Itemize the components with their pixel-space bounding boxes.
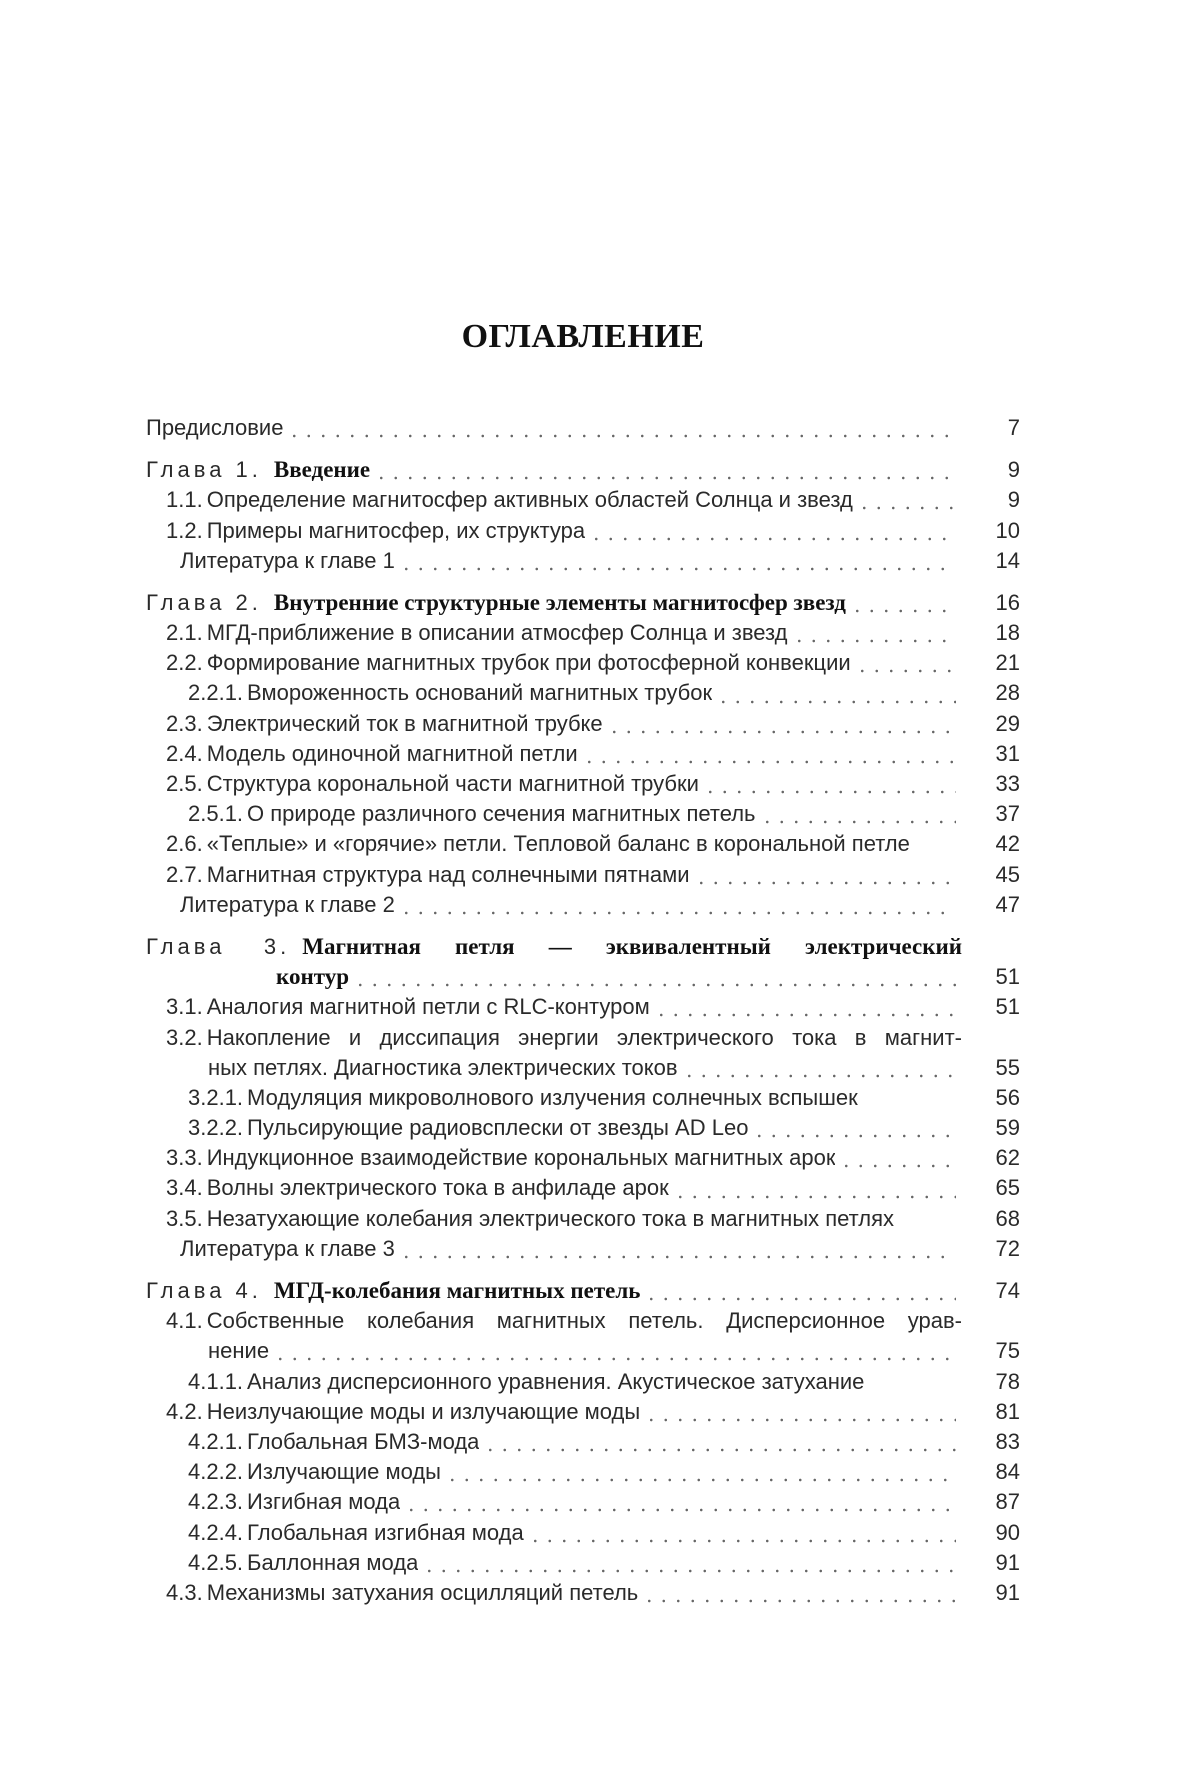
toc-entry[interactable] <box>146 648 1020 678</box>
section-title: Баллонная мода <box>247 1549 419 1575</box>
section-title: Пульсирующие радиовсплески от звезды AD Leo <box>247 1115 749 1141</box>
section-number: 2.2.1. <box>188 680 244 706</box>
toc-entry[interactable] <box>146 1174 1020 1204</box>
page-number: 28 <box>995 680 1020 706</box>
entry-text <box>188 1457 441 1487</box>
dot-leader <box>850 588 956 618</box>
dot-leader <box>642 1578 956 1608</box>
toc-entry[interactable] <box>146 890 1020 920</box>
toc-entry[interactable] <box>146 1457 1020 1487</box>
entry-text <box>188 799 756 829</box>
page-number: 83 <box>995 1428 1020 1454</box>
toc-entry[interactable] <box>146 769 1020 799</box>
dot-leader <box>353 962 956 992</box>
entry-text <box>166 485 853 515</box>
page-number: 87 <box>995 1489 1020 1515</box>
entry-text <box>146 932 962 962</box>
dot-leader <box>694 860 956 890</box>
toc-entry[interactable] <box>146 709 1020 739</box>
toc-entry[interactable] <box>146 485 1020 515</box>
section-number: 1.2. <box>166 517 203 543</box>
page-number: 91 <box>995 1549 1020 1575</box>
section-number: 4.2.3. <box>188 1489 244 1515</box>
section-title: Структура корональной части магнитной трубки <box>206 771 699 797</box>
page-number: 33 <box>995 771 1020 797</box>
section-number: 2.1. <box>166 620 203 646</box>
section-title: Изгибная мода <box>247 1489 401 1515</box>
toc-entry[interactable] <box>146 860 1020 890</box>
section-title: О природе различного сечения магнитных петель <box>247 801 756 827</box>
dot-leader <box>374 455 956 485</box>
page-number: 18 <box>995 620 1020 646</box>
dot-leader <box>399 1234 956 1264</box>
dot-leader <box>644 1397 956 1427</box>
section-number: 2.5. <box>166 771 203 797</box>
section-title: Литература к главе 3 <box>180 1235 395 1261</box>
dot-leader <box>445 1457 956 1487</box>
toc-entry[interactable] <box>146 1518 1020 1548</box>
dot-leader <box>703 769 956 799</box>
section-number: 4.1. <box>166 1308 203 1334</box>
page-number: 65 <box>995 1175 1020 1201</box>
dot-leader <box>839 1143 956 1173</box>
entry-text <box>180 890 395 920</box>
dot-leader <box>607 709 956 739</box>
section-title: Незатухающие колебания электрического тока в магнитных петлях <box>206 1205 895 1231</box>
entry-text <box>166 860 690 890</box>
section-title: Излучающие моды <box>247 1459 441 1485</box>
dot-leader <box>760 799 957 829</box>
entry-text <box>146 413 283 443</box>
toc-entry[interactable] <box>146 1234 1020 1264</box>
entry-text <box>166 1578 638 1608</box>
section-number: 3.4. <box>166 1175 203 1201</box>
dot-leader <box>644 1276 956 1306</box>
toc-entry[interactable] <box>146 1487 1020 1517</box>
dot-leader <box>857 485 956 515</box>
section-number: 4.2. <box>166 1398 203 1424</box>
entry-text <box>166 709 603 739</box>
page-number: 10 <box>995 517 1020 543</box>
toc-entry[interactable] <box>146 739 1020 769</box>
chapter-label: Глава 3. <box>146 933 291 959</box>
page-number: 14 <box>995 547 1020 573</box>
page-number: 81 <box>995 1398 1020 1424</box>
page-number: 51 <box>995 964 1020 990</box>
section-title: «Теплые» и «горячие» петли. Тепловой баланс в корональной петле <box>206 831 910 857</box>
toc-entry[interactable] <box>146 413 1020 443</box>
section-title: Примеры магнитосфер, их структура <box>206 517 586 543</box>
entry-text <box>166 1173 669 1203</box>
section-title: Глобальная изгибная мода <box>247 1519 524 1545</box>
dot-leader <box>422 1548 956 1578</box>
section-number: 3.2. <box>166 1024 203 1050</box>
dot-leader <box>582 739 956 769</box>
page-number: 59 <box>995 1115 1020 1141</box>
section-title: Литература к главе 1 <box>180 547 395 573</box>
section-number: 3.1. <box>166 994 203 1020</box>
page-number: 84 <box>995 1459 1020 1485</box>
entry-text <box>188 1113 748 1143</box>
dot-leader <box>273 1336 956 1366</box>
toc-entry[interactable] <box>146 932 1020 962</box>
section-number: 1.1. <box>166 487 203 513</box>
toc-entry[interactable] <box>146 1113 1020 1143</box>
dot-leader <box>399 546 956 576</box>
entry-text <box>166 618 788 648</box>
page-number: 62 <box>995 1145 1020 1171</box>
page-number: 29 <box>995 710 1020 736</box>
page-number: 7 <box>1007 414 1020 440</box>
toc-entry[interactable] <box>146 992 1020 1022</box>
section-number: 4.2.2. <box>188 1459 244 1485</box>
entry-text <box>166 829 910 859</box>
entry-text <box>188 1083 858 1113</box>
entry-text <box>188 1518 524 1548</box>
section-number: 4.3. <box>166 1579 203 1605</box>
section-title: Магнитная структура над солнечными пятнами <box>206 861 690 887</box>
section-title: Формирование магнитных трубок при фотосферной конвекции <box>206 650 851 676</box>
dot-leader <box>673 1174 956 1204</box>
toc-entry[interactable] <box>146 455 1020 485</box>
page-number: 47 <box>995 891 1020 917</box>
section-title: Вмороженность оснований магнитных трубок <box>247 680 713 706</box>
dot-leader <box>589 516 956 546</box>
section-title: Индукционное взаимодействие корональных магнитных арок <box>206 1145 836 1171</box>
entry-text <box>180 1234 395 1264</box>
entry-text <box>188 1427 479 1457</box>
toc-entry[interactable] <box>146 1548 1020 1578</box>
page-number: 21 <box>995 650 1020 676</box>
toc-entry[interactable] <box>146 516 1020 546</box>
section-title: Литература к главе 2 <box>180 891 395 917</box>
entry-text <box>146 588 846 618</box>
section-title: Механизмы затухания осцилляций петель <box>206 1579 639 1605</box>
dot-leader <box>528 1518 956 1548</box>
page-title: ОГЛАВЛЕНИЕ <box>461 318 705 355</box>
entry-text <box>166 739 578 769</box>
page-number: 9 <box>1007 457 1020 483</box>
entry-text <box>166 769 699 799</box>
section-title: Неизлучающие моды и излучающие моды <box>206 1398 641 1424</box>
page-number: 51 <box>995 994 1020 1020</box>
toc-entry[interactable] <box>146 679 1020 709</box>
entry-text <box>180 546 395 576</box>
entry-text <box>166 992 650 1022</box>
entry-text <box>188 678 712 708</box>
toc-entry[interactable] <box>146 588 1020 618</box>
toc-entry[interactable] <box>146 1204 1020 1234</box>
dot-leader <box>855 648 956 678</box>
page-number: 45 <box>995 861 1020 887</box>
section-title: Предисловие <box>146 414 284 440</box>
section-title: Глобальная БМЗ-мода <box>247 1428 480 1454</box>
dot-leader <box>287 413 956 443</box>
page-number: 91 <box>995 1579 1020 1605</box>
section-number: 4.2.1. <box>188 1428 244 1454</box>
dot-leader <box>399 890 956 920</box>
page-number: 37 <box>995 801 1020 827</box>
section-title: Анализ дисперсионного уравнения. Акустическое затухание <box>247 1368 865 1394</box>
section-title: Волны электрического тока в анфиладе арок <box>206 1175 669 1201</box>
page-number: 75 <box>995 1338 1020 1364</box>
toc-entry[interactable] <box>146 799 1020 829</box>
section-number: 2.2. <box>166 650 203 676</box>
page-number: 31 <box>995 740 1020 766</box>
entry-text <box>146 455 370 485</box>
entry-text-continuation: нение <box>208 1338 270 1364</box>
section-number: 3.2.1. <box>188 1084 244 1110</box>
toc-entry[interactable] <box>146 618 1020 648</box>
page-number: 16 <box>995 589 1020 615</box>
chapter-label: Глава 1. <box>146 457 262 483</box>
page-number: 78 <box>995 1368 1020 1394</box>
toc-entry[interactable] <box>146 1083 1020 1113</box>
page-number: 74 <box>995 1278 1020 1304</box>
chapter-title: Введение <box>273 457 371 483</box>
page-number: 90 <box>995 1519 1020 1545</box>
entry-text <box>166 1023 962 1053</box>
entry-text <box>188 1548 418 1578</box>
section-number: 4.1.1. <box>188 1368 244 1394</box>
page-number: 55 <box>995 1054 1020 1080</box>
section-number: 4.2.4. <box>188 1519 244 1545</box>
toc-entry[interactable] <box>146 1427 1020 1457</box>
section-number: 3.3. <box>166 1145 203 1171</box>
section-title: Определение магнитосфер активных областей Солнца и звезд <box>206 487 853 513</box>
entry-text <box>146 1276 640 1306</box>
dot-leader <box>752 1113 956 1143</box>
toc-entry-continuation[interactable] <box>146 1053 1020 1083</box>
section-title: Электрический ток в магнитной трубке <box>206 710 603 736</box>
section-number: 2.5.1. <box>188 801 244 827</box>
chapter-title: МГД-колебания магнитных петель <box>273 1278 641 1304</box>
section-title: Модуляция микроволнового излучения солнечных вспышек <box>247 1084 858 1110</box>
toc-entry[interactable] <box>146 1023 1020 1053</box>
chapter-title: Внутренние структурные элементы магнитосфер звезд <box>273 589 846 615</box>
entry-text <box>166 1306 962 1336</box>
entry-text-continuation: контур <box>276 964 349 990</box>
section-number: 2.3. <box>166 710 203 736</box>
entry-text <box>166 1204 894 1234</box>
page-number: 9 <box>1007 487 1020 513</box>
entry-text <box>166 648 851 678</box>
toc-entry[interactable] <box>146 1143 1020 1173</box>
page-number: 56 <box>995 1084 1020 1110</box>
entry-text <box>166 1143 835 1173</box>
page-number: 42 <box>995 831 1020 857</box>
entry-text <box>166 516 585 546</box>
chapter-title: Магнитная петля — эквивалентный электрический <box>302 933 962 959</box>
section-title: МГД-приближение в описании атмосфер Солнца и звезд <box>206 620 788 646</box>
toc-entry[interactable] <box>146 1367 1020 1397</box>
section-number: 2.6. <box>166 831 203 857</box>
section-number: 3.2.2. <box>188 1115 244 1141</box>
chapter-label: Глава 4. <box>146 1278 262 1304</box>
section-title: Аналогия магнитной петли с RLC-контуром <box>206 994 650 1020</box>
toc-entry[interactable] <box>146 1276 1020 1306</box>
toc-entry[interactable] <box>146 1306 1020 1336</box>
toc-entry[interactable] <box>146 1397 1020 1427</box>
section-title: Модель одиночной магнитной петли <box>206 740 578 766</box>
dot-leader <box>483 1427 956 1457</box>
section-title: Собственные колебания магнитных петель. Дисперсионное урав- <box>206 1308 962 1334</box>
entry-text <box>188 1487 400 1517</box>
entry-text <box>188 1367 864 1397</box>
dot-leader <box>716 679 956 709</box>
entry-text <box>166 1397 640 1427</box>
page-number: 72 <box>995 1235 1020 1261</box>
section-number: 3.5. <box>166 1205 203 1231</box>
toc-entry-continuation[interactable] <box>146 962 1020 992</box>
dot-leader <box>792 618 957 648</box>
section-number: 2.4. <box>166 740 203 766</box>
dot-leader <box>682 1053 956 1083</box>
toc-entry-continuation[interactable] <box>146 1336 1020 1366</box>
toc-entry[interactable] <box>146 546 1020 576</box>
chapter-label: Глава 2. <box>146 589 262 615</box>
toc-entry[interactable] <box>146 829 1020 859</box>
section-number: 2.7. <box>166 861 203 887</box>
entry-text-continuation: ных петлях. Диагностика электрических токов <box>208 1054 678 1080</box>
toc-entry[interactable] <box>146 1578 1020 1608</box>
dot-leader <box>404 1487 956 1517</box>
page-number: 68 <box>995 1205 1020 1231</box>
section-title: Накопление и диссипация энергии электрического тока в магнит- <box>206 1024 962 1050</box>
section-number: 4.2.5. <box>188 1549 244 1575</box>
table-of-contents <box>146 413 1020 1608</box>
dot-leader <box>654 992 956 1022</box>
